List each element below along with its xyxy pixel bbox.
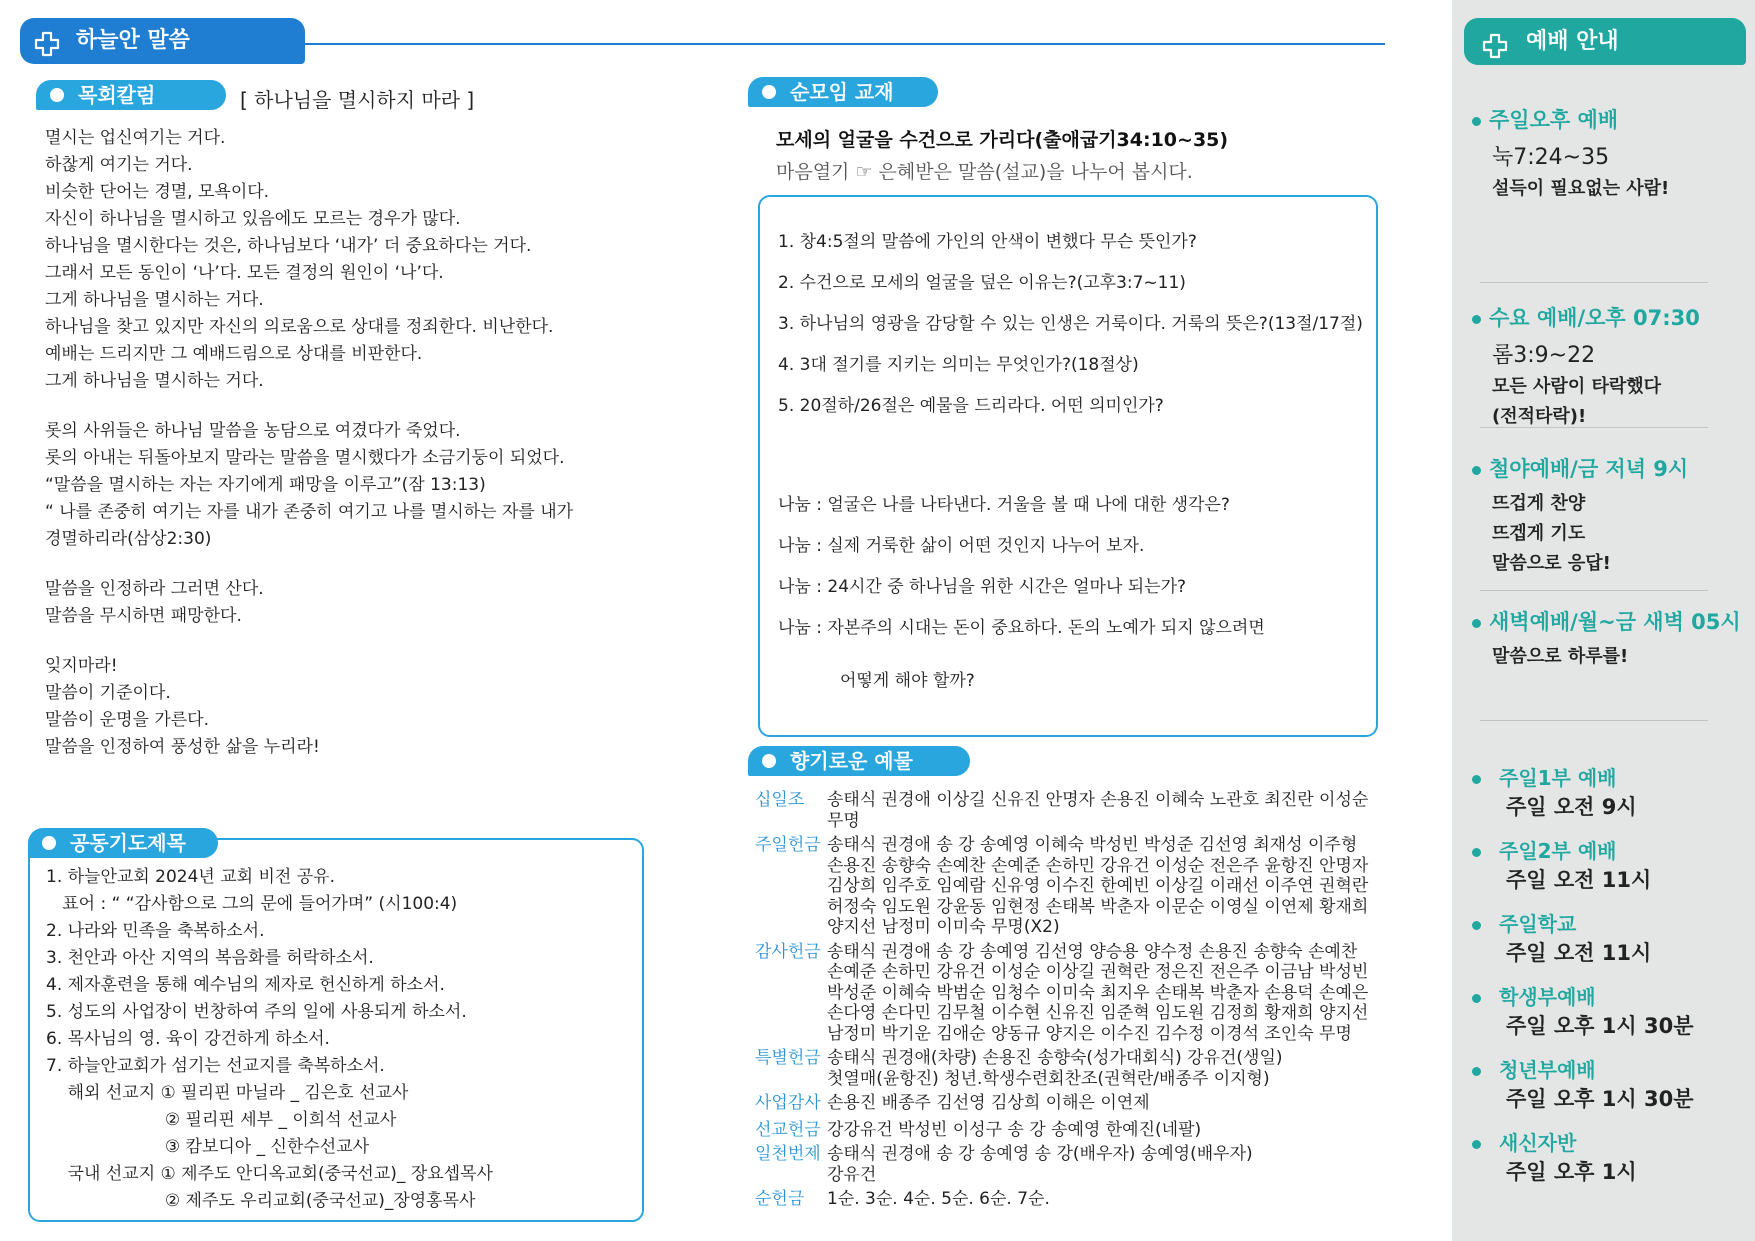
offering-label: 특별헌금: [755, 1048, 821, 1068]
offering-label: 주일헌금: [755, 835, 821, 855]
worship-title: 예배 안내: [1526, 29, 1619, 54]
schedule-name: 학생부예배: [1499, 985, 1596, 1009]
offering-name-line: 박성준 이혜숙 박범순 임청수 이미숙 최지우 손태복 박춘자 손용덕 손예은: [827, 982, 1369, 1003]
offering-name-line: 무명: [827, 810, 860, 831]
column-paragraph: [45, 653, 665, 761]
service-detail: 말씀으로 응답!: [1492, 553, 1611, 574]
column-line: 자신이 하나님을 멸시하고 있음에도 모르는 경우가 많다.: [45, 209, 461, 229]
service-title: [1472, 453, 1688, 483]
column-line: 말씀을 무시하면 패망한다.: [45, 606, 242, 626]
service-name: 수요 예배/오후 07:30: [1489, 306, 1700, 330]
study-question: 4. 3대 절기를 지키는 의미는 무엇인가?(18절상): [778, 355, 1139, 375]
offering-name-line: 허정숙 임도원 강윤동 임현정 손태복 박춘자 이문순 이영실 이연제 황재희: [827, 896, 1369, 917]
service-title: [1472, 606, 1741, 636]
offering-name-line: 1순. 3순. 4순. 5순. 6순. 7순.: [827, 1189, 1050, 1209]
column-line: 예배는 드리지만 그 예배드림으로 상대를 비판한다.: [45, 344, 423, 364]
service-detail: 눅7:24~35: [1492, 145, 1610, 170]
prayer-item: 국내 선교지 ① 제주도 안디옥교회(중국선교)_ 장요셉목사: [46, 1164, 493, 1184]
prayer-item: 1. 하늘안교회 2024년 교회 비전 공유.: [46, 867, 335, 887]
offering-row: [755, 790, 1385, 831]
offering-row: [755, 1189, 1385, 1210]
schedule-name: 청년부예배: [1499, 1058, 1596, 1082]
offering-label: 선교헌금: [755, 1119, 821, 1140]
worship-header-tab: [1464, 18, 1746, 65]
column-paragraph: [45, 418, 665, 553]
study-question: 1. 창4:5절의 말씀에 가인의 안색이 변했다 무슨 뜻인가?: [778, 232, 1197, 252]
offering-label: 순헌금: [755, 1189, 805, 1209]
section-label: 공동기도제목: [70, 831, 186, 855]
bullet-icon: [1472, 921, 1481, 930]
offering-names: [827, 790, 1387, 831]
offering-names: [827, 1144, 1387, 1185]
bullet-icon: [1472, 1067, 1481, 1076]
schedule-name: 주일1부 예배: [1499, 766, 1617, 790]
bullet-icon: [1472, 466, 1481, 475]
offering-name-line: 강유건: [827, 1164, 877, 1185]
sharing-continuation: 어떻게 해야 할까?: [840, 671, 975, 691]
column-line: 잊지마라!: [45, 656, 118, 676]
column-subtitle: [ 하나님을 멸시하지 마라 ]: [240, 88, 475, 112]
schedule-time: 주일 오후 1시: [1506, 1160, 1637, 1184]
offering-name-line: 첫열매(윤항진) 청년.학생수련회찬조(권혁란/배종주 이지형): [827, 1068, 1270, 1089]
schedule-time: 주일 오후 1시 30분: [1506, 1087, 1694, 1111]
service-detail: 설득이 필요없는 사람!: [1492, 178, 1670, 199]
study-questions: [778, 227, 1363, 432]
section-tag-study: [748, 77, 938, 107]
offering-name-line: 송태식 권경애 송 강 송예영 송 강(배우자) 송예영(배우자): [827, 1144, 1253, 1164]
sharing-item: 나눔 : 24시간 중 하나님을 위한 시간은 얼마나 되는가?: [778, 577, 1187, 597]
study-sharing: [778, 490, 1265, 654]
column-line: 그게 하나님을 멸시하는 거다.: [45, 371, 264, 391]
offering-name-line: 강강유건 박성빈 이성구 송 강 송예영 한예진(네팔): [827, 1119, 1202, 1140]
service-detail: (전적타락)!: [1492, 406, 1587, 427]
prayer-item: 4. 제자훈련을 통해 예수님의 제자로 헌신하게 하소서.: [46, 975, 445, 995]
offering-name-line: 손용진 송향숙 손예찬 손예준 손하민 강유건 이성순 전은주 윤항진 안명자: [827, 855, 1369, 876]
offering-names: [827, 1120, 1387, 1141]
offering-row: [755, 1048, 1385, 1089]
offering-label: 십일조: [755, 790, 805, 810]
service-detail: 뜨겝게 기도: [1492, 523, 1586, 544]
service-title: [1472, 104, 1618, 134]
offering-name-line: 송태식 권경애(차량) 손용진 송향숙(성가대회식) 강유건(생일): [827, 1048, 1283, 1068]
sharing-item: 나눔 : 실제 거룩한 삶이 어떤 것인지 나누어 보자.: [778, 536, 1145, 556]
section-label: 순모임 교재: [790, 80, 894, 104]
service-detail: 뜨겁게 찬양: [1492, 493, 1586, 514]
column-paragraph: [45, 125, 665, 395]
prayer-item: 7. 하늘안교회가 섬기는 선교지를 축복하소서.: [46, 1056, 385, 1076]
prayer-item: 6. 목사님의 영. 육이 강건하게 하소서.: [46, 1029, 330, 1049]
column-line: 비슷한 단어는 경멸, 모욕이다.: [45, 182, 270, 202]
column-line: 하나님을 찾고 있지만 자신의 의로움으로 상대를 정죄한다. 비난한다.: [45, 317, 554, 337]
section-tag-prayer: [28, 828, 218, 858]
schedule-time: 주일 오전 11시: [1506, 941, 1652, 965]
schedule-time: 주일 오후 1시 30분: [1506, 1014, 1694, 1038]
bullet-icon: [762, 85, 776, 99]
section-tag-column: [36, 80, 226, 110]
column-line: 하나님을 멸시한다는 것은, 하나님보다 ‘내가’ 더 중요하다는 거다.: [45, 236, 532, 256]
schedule-time: 주일 오전 9시: [1506, 795, 1637, 819]
offering-name-line: 김상희 임주호 임예람 신유영 이수진 한예빈 이상길 이래선 이주연 권혁란: [827, 876, 1369, 896]
offering-name-line: 손예준 손하민 강유건 이성순 이상길 권혁란 정은진 전은주 이금남 박성빈: [827, 962, 1369, 982]
column-line: 경멸하리라(삼상2:30): [45, 529, 212, 549]
schedule-title: [1472, 1127, 1576, 1156]
column-paragraph: [45, 576, 665, 630]
offering-row: [755, 835, 1385, 938]
bullet-icon: [1472, 994, 1481, 1003]
schedule-title: [1472, 981, 1596, 1010]
offering-names: [827, 1093, 1387, 1114]
bullet-icon: [1472, 848, 1481, 857]
bullet-icon: [1472, 1140, 1481, 1149]
column-line: 말씀을 인정하여 풍성한 삶을 누리라!: [45, 737, 320, 757]
service-detail: 롬3:9~22: [1492, 343, 1596, 368]
bullet-icon: [762, 754, 776, 768]
study-question: 3. 하나님의 영광을 감당할 수 있는 인생은 거룩이다. 거룩의 뜻은?(13절/17절): [778, 314, 1363, 334]
schedule-title: [1472, 908, 1576, 937]
study-title: 모세의 얼굴을 수건으로 가리다(출애굽기34:10~35): [776, 129, 1229, 151]
study-question: 5. 20절하/26절은 예물을 드리라다. 어떤 의미인가?: [778, 396, 1164, 416]
section-tag-offering: [748, 746, 970, 776]
header-title: 하늘안 말씀: [76, 28, 190, 53]
schedule-name: 주일학교: [1499, 912, 1577, 936]
bullet-icon: [1472, 775, 1481, 784]
section-label: 향기로운 예물: [790, 749, 913, 773]
offering-name-line: 송태식 권경애 이상길 신유진 안명자 손용진 이혜숙 노관호 최진란 이성순: [827, 790, 1369, 810]
column-line: “ 나를 존중히 여기는 자를 내가 존중히 여기고 나를 멸시하는 자를 내가: [45, 502, 574, 522]
offering-name-line: 남정미 박기운 김애순 양동규 양지은 이수진 김수정 이경석 조인숙 무명: [827, 1023, 1352, 1044]
schedule-name: 새신자반: [1499, 1131, 1577, 1155]
header-divider: [300, 43, 1385, 45]
prayer-item: 3. 천안과 아산 지역의 복음화를 허락하소서.: [46, 948, 374, 968]
offering-label: 일천번제: [755, 1144, 821, 1164]
schedule-title: [1472, 1054, 1596, 1083]
column-line: 롯의 아내는 뒤돌아보지 말라는 말씀을 멸시했다가 소금기둥이 되었다.: [45, 448, 565, 468]
column-body: [45, 125, 665, 761]
panel-divider: [1480, 427, 1708, 428]
service-name: 새벽예배/월~금 새벽 05시: [1489, 610, 1741, 634]
bullet-icon: [1472, 117, 1481, 126]
bullet-icon: [1472, 315, 1481, 324]
prayer-item: 2. 나라와 민족을 축복하소서.: [46, 921, 265, 941]
bulletin-header-tab: [20, 18, 305, 64]
study-intro: 마음열기 ☞ 은혜받은 말씀(설교)을 나누어 봅시다.: [776, 161, 1193, 183]
prayer-item: ② 제주도 우리교회(중국선교)_장영홍목사: [46, 1191, 476, 1211]
bullet-icon: [1472, 619, 1481, 628]
sharing-item: 나눔 : 얼굴은 나를 나타낸다. 거울을 볼 때 나에 대한 생각은?: [778, 495, 1230, 515]
column-line: 그래서 모든 동인이 ‘나’다. 모든 결정의 원인이 ‘나’다.: [45, 263, 444, 283]
column-line: 말씀이 운명을 가른다.: [45, 710, 210, 730]
offering-names: [827, 1189, 1387, 1210]
column-line: 하찮게 여기는 거다.: [45, 155, 193, 175]
service-name: 주일오후 예배: [1489, 108, 1619, 132]
schedule-time: 주일 오전 11시: [1506, 868, 1652, 892]
column-line: 그게 하나님을 멸시하는 거다.: [45, 290, 264, 310]
service-title: [1472, 302, 1700, 332]
panel-divider: [1480, 590, 1708, 591]
cross-icon: [34, 28, 60, 54]
offering-name-line: 양지선 남정미 이미숙 무명(X2): [827, 917, 1060, 937]
panel-divider: [1480, 720, 1708, 721]
bullet-icon: [50, 88, 64, 102]
offering-names: [827, 1048, 1387, 1089]
offering-label: 사업감사: [755, 1093, 821, 1113]
bullet-icon: [42, 836, 56, 850]
sharing-item: 나눔 : 자본주의 시대는 돈이 중요하다. 돈의 노예가 되지 않으려면: [778, 618, 1265, 638]
offering-name-line: 송태식 권경애 송 강 송예영 김선영 양승용 양수정 손용진 송향숙 손예찬: [827, 941, 1358, 962]
panel-divider: [1480, 282, 1708, 283]
offering-label: 감사헌금: [755, 941, 821, 962]
offering-names: [827, 835, 1387, 938]
study-question: 2. 수건으로 모세의 얼굴을 덮은 이유는?(고후3:7~11): [778, 273, 1186, 293]
column-line: 롯의 사위들은 하나님 말씀을 농담으로 여겼다가 죽었다.: [45, 421, 461, 441]
service-detail: 모든 사람이 타락했다: [1492, 376, 1662, 397]
schedule-title: [1472, 835, 1616, 864]
cross-icon: [1482, 29, 1508, 55]
prayer-item: ② 필리핀 세부 _ 이희석 선교사: [46, 1110, 397, 1130]
prayer-item: 표어 : “ “감사함으로 그의 문에 들어가며” (시100:4): [46, 894, 458, 914]
column-line: 멸시는 업신여기는 거다.: [45, 128, 226, 148]
offering-row: [755, 1093, 1385, 1114]
section-label: 목회칼럼: [78, 83, 156, 107]
offering-row: [755, 1120, 1385, 1141]
prayer-list: [46, 864, 636, 1215]
prayer-item: ③ 캄보디아 _ 신한수선교사: [46, 1137, 370, 1157]
offering-names: [827, 942, 1387, 1045]
service-detail: 말씀으로 하루를!: [1492, 646, 1629, 667]
column-line: 말씀이 기준이다.: [45, 683, 171, 703]
column-line: 말씀을 인정하라 그러면 산다.: [45, 579, 264, 599]
schedule-title: [1472, 762, 1616, 791]
prayer-item: 해외 선교지 ① 필리핀 마닐라 _ 김은호 선교사: [46, 1083, 409, 1103]
offering-row: [755, 1144, 1385, 1185]
offering-name-line: 손용진 배종주 김선영 김상희 이해은 이연제: [827, 1093, 1150, 1113]
schedule-name: 주일2부 예배: [1499, 839, 1617, 863]
service-name: 철야예배/금 저녁 9시: [1489, 457, 1689, 481]
prayer-item: 5. 성도의 사업장이 번창하여 주의 일에 사용되게 하소서.: [46, 1002, 467, 1022]
offering-name-line: 손다영 손다민 김무철 이수현 신유진 임준혁 임도원 김정희 황재희 양지선: [827, 1003, 1369, 1023]
offering-row: [755, 942, 1385, 1045]
column-line: “말씀을 멸시하는 자는 자기에게 패망을 이루고”(잠 13:13): [45, 475, 486, 495]
offering-name-line: 송태식 권경애 송 강 송예영 이혜숙 박성빈 박성준 김선영 최재성 이주형: [827, 835, 1358, 855]
